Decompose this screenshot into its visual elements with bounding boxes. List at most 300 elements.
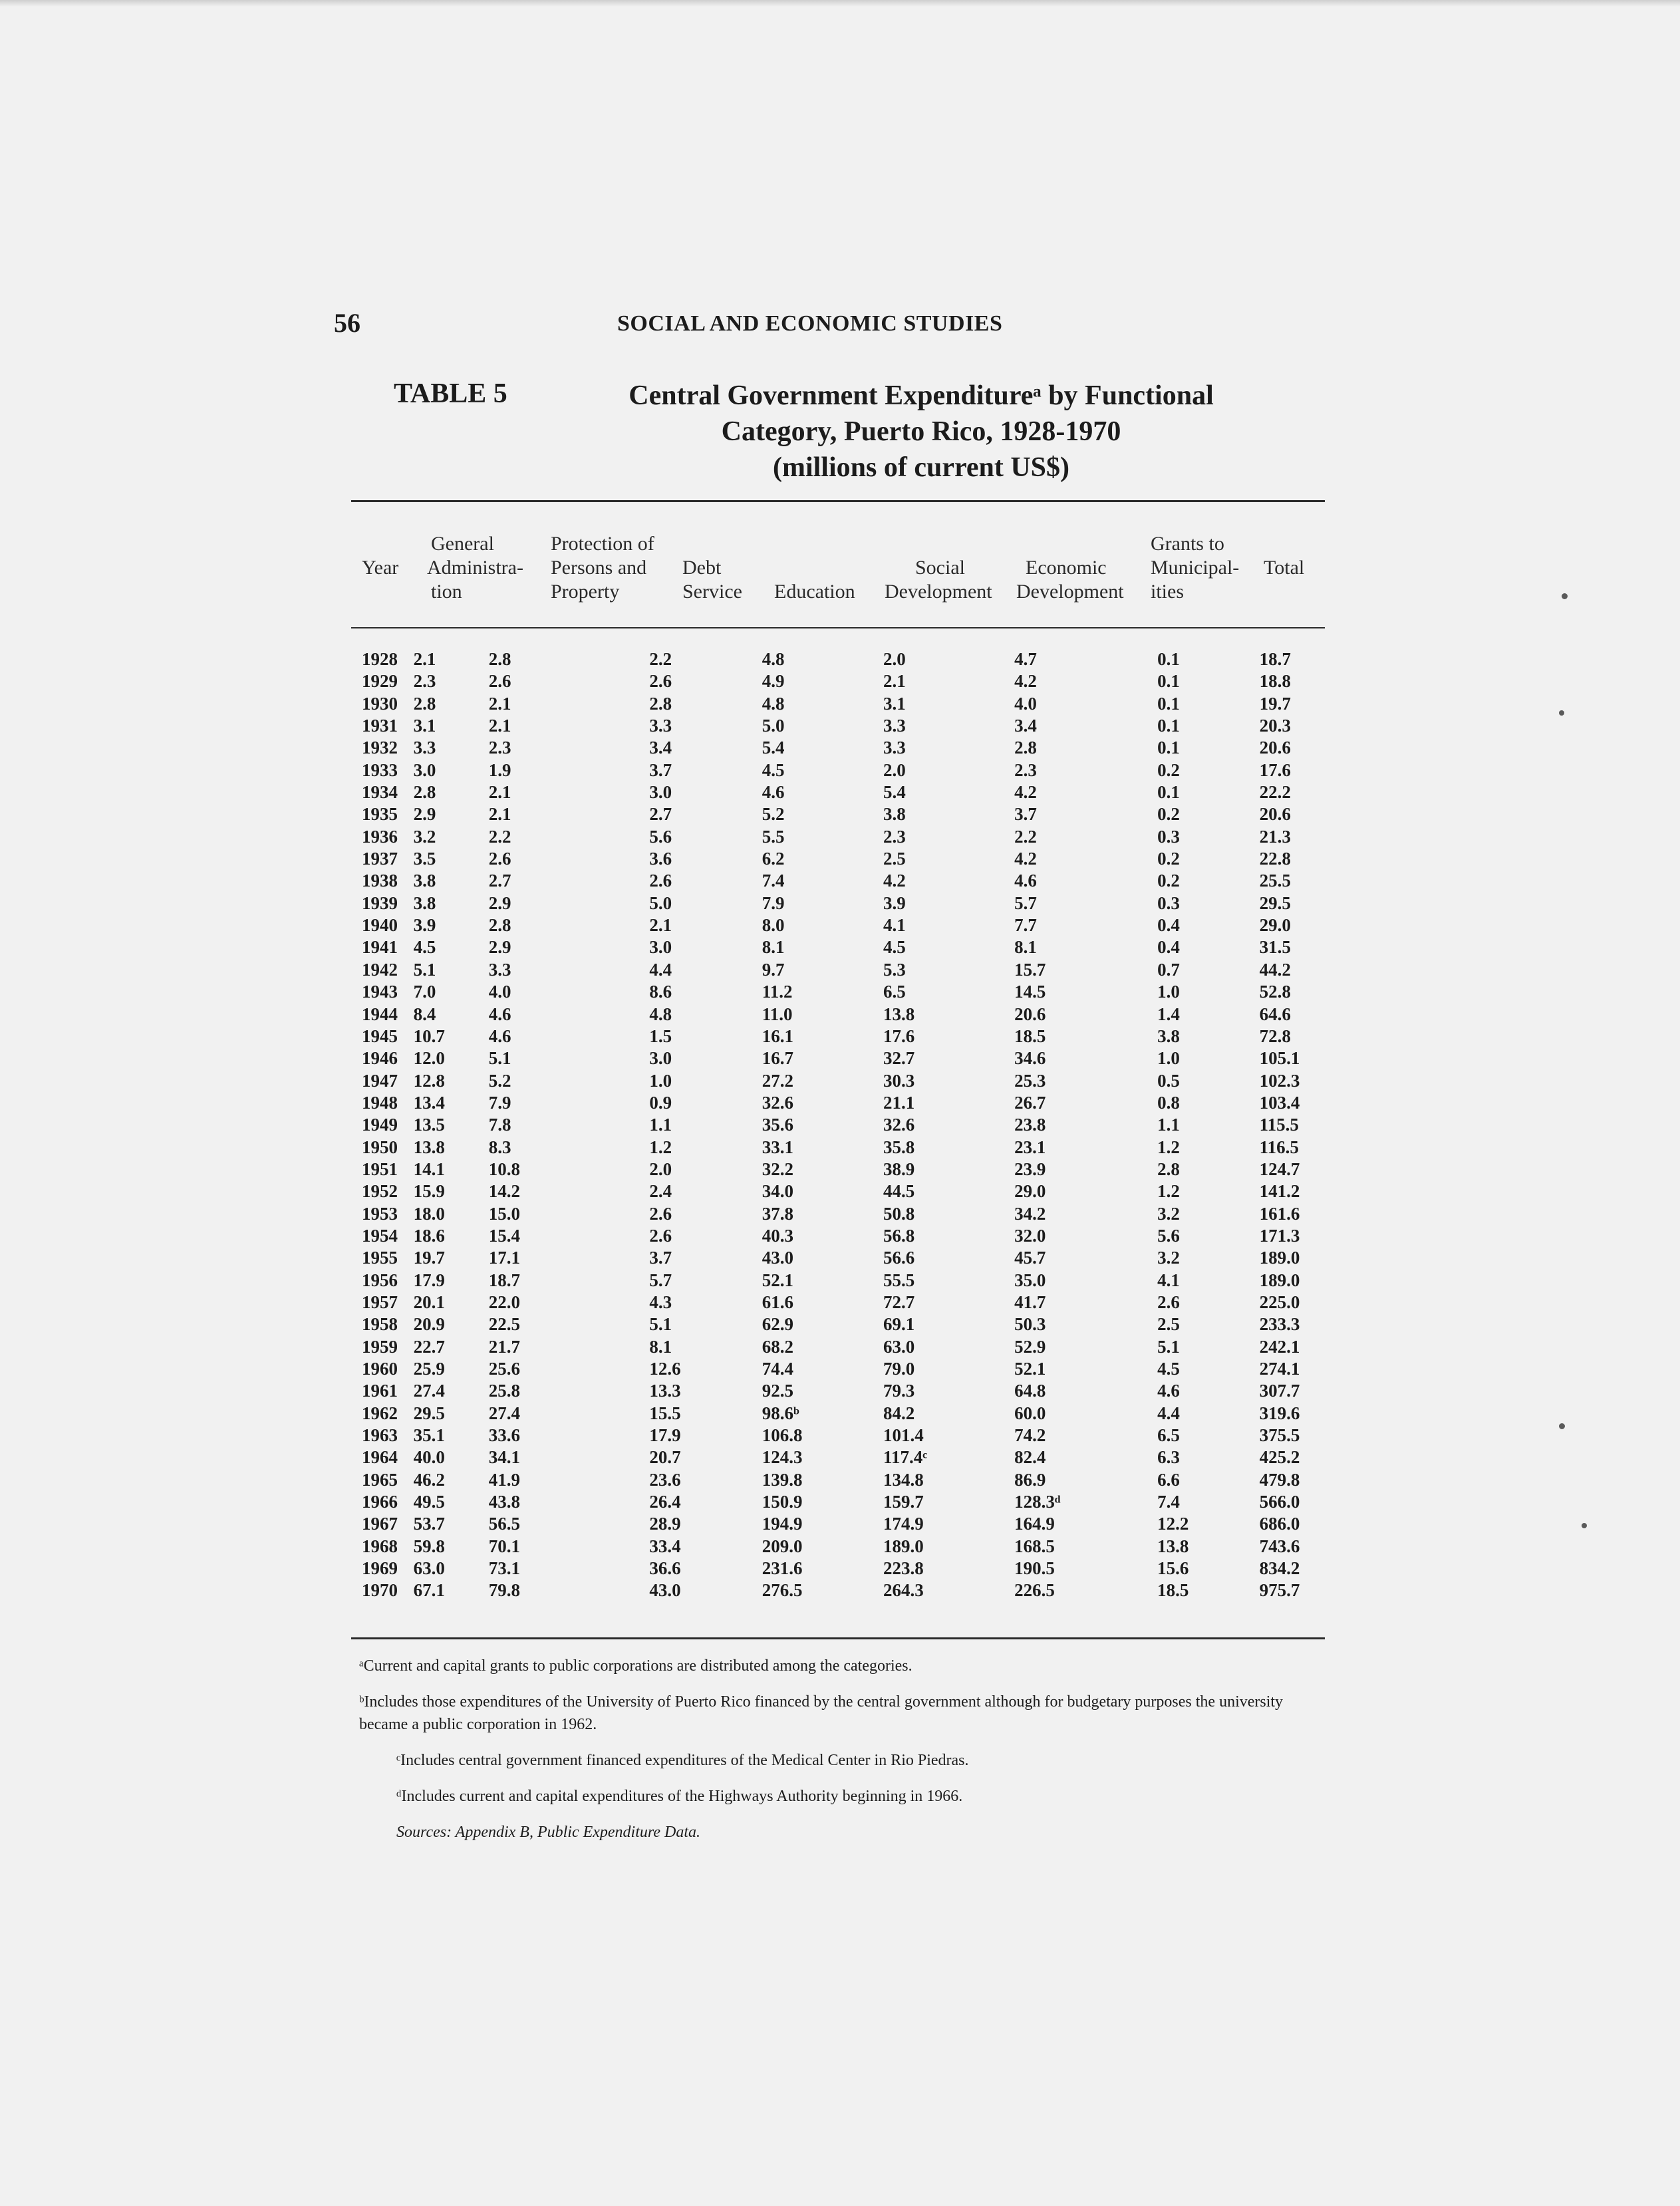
header-year: Year	[362, 557, 399, 579]
cell-protection: 41.9	[488, 1469, 521, 1490]
cell-debt-service: 0.9	[649, 1092, 672, 1113]
cell-general-administration: 20.9	[413, 1314, 445, 1335]
cell-year: 1938	[362, 871, 398, 891]
cell-year: 1955	[362, 1248, 398, 1268]
cell-education: 68.2	[762, 1336, 793, 1357]
cell-general-administration: 63.0	[413, 1558, 445, 1579]
cell-debt-service: 1.1	[649, 1115, 672, 1135]
cell-protection: 73.1	[488, 1558, 521, 1579]
footnotes	[359, 1655, 1317, 1857]
expenditure-table	[351, 648, 1325, 1602]
cell-year: 1930	[362, 693, 398, 714]
cell-general-administration: 29.5	[413, 1403, 445, 1423]
cell-protection: 2.1	[488, 804, 511, 825]
cell-year: 1957	[362, 1292, 398, 1312]
cell-grants: 6.6	[1157, 1469, 1180, 1490]
cell-general-administration: 40.0	[413, 1447, 445, 1468]
cell-education: 43.0	[762, 1248, 793, 1268]
cell-social-development: 3.8	[883, 804, 906, 825]
cell-year: 1956	[362, 1270, 398, 1290]
cell-grants: 1.2	[1157, 1181, 1180, 1202]
cell-social-development: 30.3	[883, 1070, 915, 1091]
cell-education: 8.1	[762, 937, 785, 958]
cell-year: 1937	[362, 849, 398, 869]
cell-protection: 2.6	[488, 671, 511, 692]
cell-protection: 25.6	[488, 1359, 521, 1379]
cell-year: 1969	[362, 1558, 398, 1579]
cell-social-development: 79.3	[883, 1381, 915, 1401]
table-row	[351, 1180, 1325, 1202]
table-row	[351, 914, 1325, 936]
cell-grants: 0.1	[1157, 738, 1180, 758]
cell-year: 1959	[362, 1336, 398, 1357]
cell-grants: 0.3	[1157, 826, 1180, 847]
cell-debt-service: 5.6	[649, 826, 672, 847]
cell-general-administration: 8.4	[413, 1004, 436, 1024]
table-row	[351, 1114, 1325, 1136]
cell-grants: 4.4	[1157, 1403, 1180, 1423]
cell-education: 32.2	[762, 1159, 793, 1179]
table-row	[351, 1092, 1325, 1114]
table-row	[351, 893, 1325, 914]
cell-protection: 2.8	[488, 915, 511, 936]
cell-year: 1946	[362, 1048, 398, 1069]
cell-grants: 2.6	[1157, 1292, 1180, 1312]
cell-debt-service: 3.6	[649, 849, 672, 869]
cell-grants: 6.5	[1157, 1425, 1180, 1446]
cell-social-development: 159.7	[883, 1492, 924, 1512]
cell-debt-service: 20.7	[649, 1447, 681, 1468]
cell-total: 25.5	[1259, 871, 1291, 891]
cell-general-administration: 3.9	[413, 915, 436, 936]
cell-social-development: 4.1	[883, 915, 906, 936]
cell-economic-development: 23.8	[1014, 1115, 1046, 1135]
header-grants-to-municipalities: Grants to Municipal- ities	[1151, 533, 1240, 603]
cell-grants: 5.6	[1157, 1225, 1180, 1246]
cell-general-administration: 2.3	[413, 671, 436, 692]
cell-year: 1949	[362, 1115, 398, 1135]
cell-general-administration: 18.0	[413, 1203, 445, 1224]
cell-social-development: 5.4	[883, 782, 906, 803]
cell-debt-service: 3.3	[649, 716, 672, 736]
cell-grants: 0.3	[1157, 893, 1180, 913]
cell-year: 1958	[362, 1314, 398, 1335]
cell-total: 44.2	[1259, 959, 1291, 980]
table-label: TABLE 5	[394, 378, 507, 409]
cell-year: 1943	[362, 982, 398, 1002]
table-row	[351, 1225, 1325, 1247]
cell-social-development: 101.4	[883, 1425, 924, 1446]
cell-general-administration: 12.8	[413, 1070, 445, 1091]
cell-economic-development: 4.2	[1014, 782, 1037, 803]
cell-general-administration: 7.0	[413, 982, 436, 1002]
cell-debt-service: 36.6	[649, 1558, 681, 1579]
footnote-b: ᵇIncludes those expenditures of the University of Puerto Rico financed by the central government although for budgetary purposes the university became a public corporation in 1962.	[359, 1693, 1284, 1733]
cell-economic-development: 4.2	[1014, 849, 1037, 869]
cell-total: 975.7	[1259, 1580, 1300, 1601]
cell-debt-service: 3.4	[649, 738, 672, 758]
table-row	[351, 781, 1325, 803]
cell-social-development: 264.3	[883, 1580, 924, 1601]
cell-debt-service: 8.6	[649, 982, 672, 1002]
cell-grants: 0.1	[1157, 782, 1180, 803]
cell-education: 194.9	[762, 1514, 803, 1534]
cell-grants: 0.5	[1157, 1070, 1180, 1091]
table-row	[351, 1004, 1325, 1026]
scan-speck	[1582, 1523, 1587, 1528]
table-body	[351, 648, 1325, 1602]
cell-year: 1931	[362, 716, 398, 736]
cell-grants: 15.6	[1157, 1558, 1189, 1579]
cell-total: 22.2	[1259, 782, 1291, 803]
cell-grants: 0.1	[1157, 716, 1180, 736]
table-row	[351, 1336, 1325, 1358]
cell-protection: 10.8	[488, 1159, 521, 1179]
cell-protection: 15.0	[488, 1203, 521, 1224]
cell-economic-development: 14.5	[1014, 982, 1046, 1002]
cell-education: 4.8	[762, 693, 785, 714]
cell-protection: 17.1	[488, 1248, 521, 1268]
cell-protection: 2.3	[488, 738, 511, 758]
cell-general-administration: 3.8	[413, 871, 436, 891]
cell-total: 31.5	[1259, 937, 1291, 958]
cell-social-development: 72.7	[883, 1292, 915, 1312]
cell-education: 139.8	[762, 1469, 803, 1490]
cell-economic-development: 25.3	[1014, 1070, 1046, 1091]
cell-economic-development: 2.2	[1014, 826, 1037, 847]
cell-economic-development: 3.4	[1014, 716, 1037, 736]
running-head: SOCIAL AND ECONOMIC STUDIES	[617, 311, 1003, 336]
cell-protection: 70.1	[488, 1536, 521, 1556]
table-row	[351, 826, 1325, 848]
cell-social-development: 21.1	[883, 1092, 915, 1113]
table-row	[351, 1513, 1325, 1535]
cell-social-development: 2.0	[883, 759, 906, 780]
cell-social-development: 56.6	[883, 1248, 915, 1268]
cell-grants: 0.7	[1157, 959, 1180, 980]
cell-economic-development: 20.6	[1014, 1004, 1046, 1024]
cell-general-administration: 4.5	[413, 937, 436, 958]
cell-debt-service: 3.7	[649, 1248, 672, 1268]
cell-education: 4.9	[762, 671, 785, 692]
cell-social-development: 6.5	[883, 982, 906, 1002]
cell-debt-service: 8.1	[649, 1336, 672, 1357]
cell-year: 1951	[362, 1159, 398, 1179]
cell-protection: 56.5	[488, 1514, 521, 1534]
cell-economic-development: 82.4	[1014, 1447, 1046, 1468]
cell-education: 4.8	[762, 649, 785, 669]
cell-grants: 0.2	[1157, 871, 1180, 891]
cell-protection: 14.2	[488, 1181, 521, 1202]
cell-debt-service: 1.2	[649, 1137, 672, 1157]
cell-grants: 3.8	[1157, 1026, 1180, 1046]
cell-grants: 0.2	[1157, 759, 1180, 780]
cell-social-development: 134.8	[883, 1469, 924, 1490]
cell-general-administration: 15.9	[413, 1181, 445, 1202]
cell-protection: 8.3	[488, 1137, 511, 1157]
cell-total: 319.6	[1259, 1403, 1300, 1423]
page-top-edge	[0, 0, 1680, 7]
cell-year: 1963	[362, 1425, 398, 1446]
cell-protection: 2.2	[488, 826, 511, 847]
cell-year: 1941	[362, 937, 398, 958]
cell-economic-development: 34.2	[1014, 1203, 1046, 1224]
cell-education: 106.8	[762, 1425, 803, 1446]
table-row	[351, 1536, 1325, 1558]
cell-grants: 1.4	[1157, 1004, 1180, 1024]
cell-total: 189.0	[1259, 1248, 1300, 1268]
cell-total: 189.0	[1259, 1270, 1300, 1290]
cell-grants: 4.5	[1157, 1359, 1180, 1379]
cell-social-development: 174.9	[883, 1514, 924, 1534]
cell-protection: 2.9	[488, 937, 511, 958]
table-title	[539, 378, 1304, 485]
cell-protection: 2.7	[488, 871, 511, 891]
cell-debt-service: 1.0	[649, 1070, 672, 1091]
cell-debt-service: 12.6	[649, 1359, 681, 1379]
cell-education: 4.6	[762, 782, 785, 803]
cell-grants: 0.4	[1157, 937, 1180, 958]
table-row	[351, 803, 1325, 825]
cell-education: 34.0	[762, 1181, 793, 1202]
table-row	[351, 1047, 1325, 1069]
table-row	[351, 870, 1325, 892]
header-education: Education	[774, 581, 855, 603]
cell-total: 103.4	[1259, 1092, 1300, 1113]
table-row	[351, 1203, 1325, 1225]
cell-social-development: 3.1	[883, 693, 906, 714]
cell-education: 5.4	[762, 738, 785, 758]
cell-economic-development: 29.0	[1014, 1181, 1046, 1202]
cell-economic-development: 52.9	[1014, 1336, 1046, 1357]
cell-debt-service: 4.8	[649, 1004, 672, 1024]
cell-year: 1929	[362, 671, 398, 692]
header-protection: Protection of Persons and Property	[551, 533, 654, 603]
table-row	[351, 1580, 1325, 1601]
table-row	[351, 648, 1325, 670]
cell-general-administration: 10.7	[413, 1026, 445, 1046]
cell-protection: 4.6	[488, 1026, 511, 1046]
cell-year: 1928	[362, 649, 398, 669]
cell-social-development: 2.0	[883, 649, 906, 669]
cell-protection: 5.1	[488, 1048, 511, 1069]
cell-protection: 34.1	[488, 1447, 521, 1468]
cell-economic-development: 18.5	[1014, 1026, 1046, 1046]
cell-education: 8.0	[762, 915, 785, 936]
cell-total: 171.3	[1259, 1225, 1300, 1246]
cell-social-development: 84.2	[883, 1403, 915, 1423]
cell-social-development: 69.1	[883, 1314, 915, 1335]
cell-general-administration: 3.2	[413, 826, 436, 847]
cell-grants: 0.1	[1157, 671, 1180, 692]
cell-social-development: 2.3	[883, 826, 906, 847]
cell-total: 20.6	[1259, 738, 1291, 758]
cell-education: 32.6	[762, 1092, 793, 1113]
cell-education: 5.5	[762, 826, 785, 847]
cell-debt-service: 2.6	[649, 671, 672, 692]
cell-social-development: 5.3	[883, 959, 906, 980]
cell-total: 242.1	[1259, 1336, 1300, 1357]
cell-economic-development: 32.0	[1014, 1225, 1046, 1246]
cell-education: 7.4	[762, 871, 785, 891]
cell-economic-development: 128.3ᵈ	[1014, 1492, 1061, 1512]
cell-grants: 1.0	[1157, 982, 1180, 1002]
cell-grants: 4.1	[1157, 1270, 1180, 1290]
footnote-a: ᵃCurrent and capital grants to public corporations are distributed among the categories.	[359, 1657, 912, 1675]
sources-note: Sources: Appendix B, Public Expenditure Data.	[396, 1824, 700, 1841]
cell-general-administration: 13.5	[413, 1115, 445, 1135]
cell-total: 22.8	[1259, 849, 1291, 869]
cell-year: 1952	[362, 1181, 398, 1202]
table-row	[351, 1447, 1325, 1468]
cell-debt-service: 26.4	[649, 1492, 681, 1512]
cell-general-administration: 25.9	[413, 1359, 445, 1379]
cell-education: 124.3	[762, 1447, 803, 1468]
table-row	[351, 981, 1325, 1003]
cell-total: 18.8	[1259, 671, 1291, 692]
cell-education: 61.6	[762, 1292, 793, 1312]
cell-debt-service: 3.0	[649, 1048, 672, 1069]
cell-year: 1942	[362, 959, 398, 980]
cell-total: 17.6	[1259, 759, 1291, 780]
cell-grants: 12.2	[1157, 1514, 1189, 1534]
cell-protection: 18.7	[488, 1270, 521, 1290]
table-title-line-3: (millions of current US$)	[772, 452, 1070, 483]
cell-economic-development: 34.6	[1014, 1048, 1046, 1069]
cell-year: 1967	[362, 1514, 398, 1534]
table-row	[351, 1558, 1325, 1580]
cell-general-administration: 49.5	[413, 1492, 445, 1512]
cell-total: 375.5	[1259, 1425, 1300, 1446]
cell-economic-development: 23.9	[1014, 1159, 1046, 1179]
cell-year: 1932	[362, 738, 398, 758]
header-social-development: Social Development	[885, 557, 992, 603]
cell-debt-service: 15.5	[649, 1403, 681, 1423]
cell-protection: 22.0	[488, 1292, 521, 1312]
cell-grants: 4.6	[1157, 1381, 1180, 1401]
cell-total: 21.3	[1259, 826, 1291, 847]
cell-debt-service: 5.0	[649, 893, 672, 913]
cell-debt-service: 1.5	[649, 1026, 672, 1046]
cell-protection: 4.0	[488, 982, 511, 1002]
cell-general-administration: 35.1	[413, 1425, 445, 1446]
cell-education: 9.7	[762, 959, 785, 980]
cell-protection: 4.6	[488, 1004, 511, 1024]
cell-debt-service: 2.7	[649, 804, 672, 825]
cell-debt-service: 2.6	[649, 1225, 672, 1246]
cell-debt-service: 5.1	[649, 1314, 672, 1335]
cell-grants: 1.1	[1157, 1115, 1180, 1135]
cell-protection: 1.9	[488, 759, 511, 780]
cell-year: 1966	[362, 1492, 398, 1512]
cell-debt-service: 2.2	[649, 649, 672, 669]
cell-total: 686.0	[1259, 1514, 1300, 1534]
cell-grants: 3.2	[1157, 1203, 1180, 1224]
cell-grants: 1.0	[1157, 1048, 1180, 1069]
cell-economic-development: 190.5	[1014, 1558, 1055, 1579]
cell-grants: 0.1	[1157, 649, 1180, 669]
cell-economic-development: 168.5	[1014, 1536, 1055, 1556]
cell-general-administration: 3.1	[413, 716, 436, 736]
cell-economic-development: 4.2	[1014, 671, 1037, 692]
cell-debt-service: 3.7	[649, 759, 672, 780]
cell-general-administration: 2.8	[413, 693, 436, 714]
cell-education: 27.2	[762, 1070, 793, 1091]
table-row	[351, 715, 1325, 737]
cell-year: 1953	[362, 1203, 398, 1224]
table-row	[351, 670, 1325, 692]
cell-grants: 2.8	[1157, 1159, 1180, 1179]
cell-grants: 0.1	[1157, 693, 1180, 714]
cell-total: 161.6	[1259, 1203, 1300, 1224]
table-row	[351, 1491, 1325, 1513]
cell-protection: 15.4	[488, 1225, 521, 1246]
table-row	[351, 1313, 1325, 1335]
cell-education: 98.6ᵇ	[762, 1403, 799, 1423]
cell-protection: 43.8	[488, 1492, 521, 1512]
cell-education: 35.6	[762, 1115, 793, 1135]
cell-social-development: 63.0	[883, 1336, 915, 1357]
cell-social-development: 13.8	[883, 1004, 915, 1024]
cell-general-administration: 3.8	[413, 893, 436, 913]
cell-debt-service: 43.0	[649, 1580, 681, 1601]
cell-economic-development: 26.7	[1014, 1092, 1046, 1113]
cell-protection: 2.1	[488, 782, 511, 803]
cell-debt-service: 2.6	[649, 871, 672, 891]
cell-general-administration: 3.0	[413, 759, 436, 780]
cell-general-administration: 17.9	[413, 1270, 445, 1290]
cell-general-administration: 22.7	[413, 1336, 445, 1357]
cell-year: 1947	[362, 1070, 398, 1091]
cell-education: 7.9	[762, 893, 785, 913]
cell-grants: 0.2	[1157, 849, 1180, 869]
cell-education: 5.0	[762, 716, 785, 736]
table-row	[351, 848, 1325, 870]
scan-speck	[1559, 1423, 1565, 1429]
cell-total: 834.2	[1259, 1558, 1300, 1579]
cell-protection: 25.8	[488, 1381, 521, 1401]
cell-economic-development: 4.6	[1014, 871, 1037, 891]
cell-debt-service: 28.9	[649, 1514, 681, 1534]
cell-social-development: 3.3	[883, 738, 906, 758]
header-economic-development: Economic Development	[1016, 557, 1124, 603]
table-row	[351, 1159, 1325, 1180]
cell-general-administration: 3.3	[413, 738, 436, 758]
cell-grants: 3.2	[1157, 1248, 1180, 1268]
cell-economic-development: 2.3	[1014, 759, 1037, 780]
cell-social-development: 17.6	[883, 1026, 915, 1046]
table-title-line-1: Central Government Expenditureᵃ by Functional	[629, 380, 1214, 411]
cell-general-administration: 67.1	[413, 1580, 445, 1601]
cell-economic-development: 15.7	[1014, 959, 1046, 980]
cell-grants: 5.1	[1157, 1336, 1180, 1357]
cell-economic-development: 164.9	[1014, 1514, 1055, 1534]
cell-economic-development: 41.7	[1014, 1292, 1046, 1312]
cell-debt-service: 2.0	[649, 1159, 672, 1179]
cell-debt-service: 23.6	[649, 1469, 681, 1490]
cell-grants: 7.4	[1157, 1492, 1180, 1512]
cell-social-development: 3.9	[883, 893, 906, 913]
cell-economic-development: 4.7	[1014, 649, 1037, 669]
cell-year: 1964	[362, 1447, 398, 1468]
table-row	[351, 1403, 1325, 1425]
cell-general-administration: 12.0	[413, 1048, 445, 1069]
cell-economic-development: 60.0	[1014, 1403, 1046, 1423]
cell-economic-development: 35.0	[1014, 1270, 1046, 1290]
cell-general-administration: 2.1	[413, 649, 436, 669]
table-title-line-2: Category, Puerto Rico, 1928-1970	[721, 416, 1121, 447]
cell-general-administration: 2.8	[413, 782, 436, 803]
